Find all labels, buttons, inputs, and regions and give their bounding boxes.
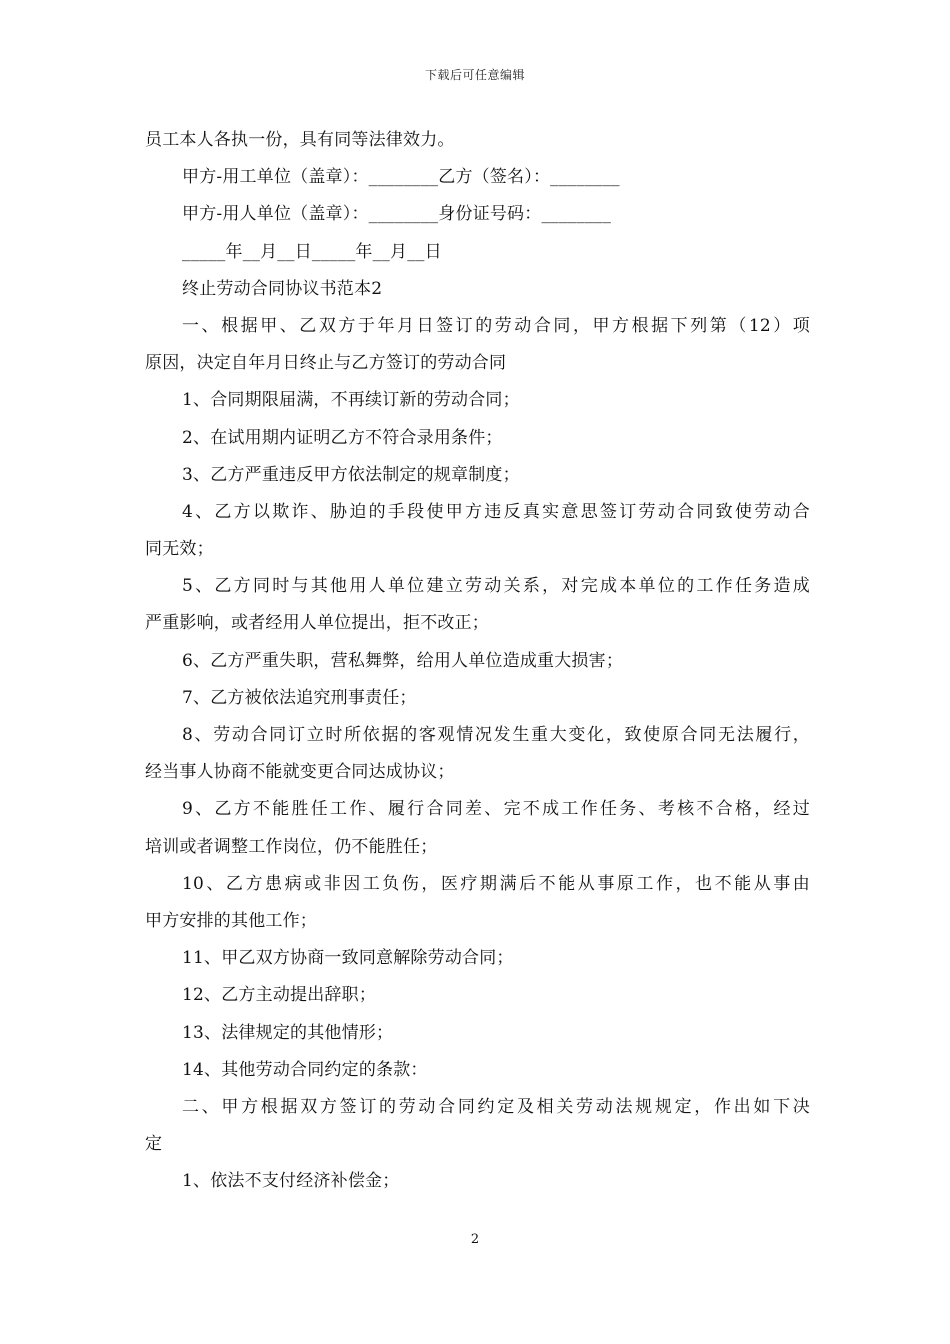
date-line: _____年__月__日_____年__月__日 [182, 241, 442, 262]
list-item: 5、乙方同时与其他用人单位建立劳动关系，对完成本单位的工作任务造成 [182, 576, 810, 597]
paragraph-line: 一、根据甲、乙双方于年月日签订的劳动合同，甲方根据下列第（12）项 [182, 315, 810, 336]
list-item-continuation: 甲方安排的其他工作； [145, 910, 317, 931]
list-item-continuation: 培训或者调整工作岗位，仍不能胜任； [145, 836, 438, 857]
list-item: 2、在试用期内证明乙方不符合录用条件； [182, 427, 503, 448]
paragraph-line: 二、甲方根据双方签订的劳动合同约定及相关劳动法规规定，作出如下决 [182, 1096, 810, 1117]
signature-line-employer-unit: 甲方-用工单位（盖章）：________乙方（签名）：________ [182, 167, 620, 188]
list-item: 14、其他劳动合同约定的条款： [182, 1059, 428, 1080]
list-item: 12、乙方主动提出辞职； [182, 985, 377, 1006]
list-item-continuation: 严重影响，或者经用人单位提出，拒不改正； [145, 613, 489, 634]
list-item: 9、乙方不能胜任工作、履行合同差、完不成工作任务、考核不合格，经过 [182, 799, 810, 820]
page-header-note: 下载后可任意编辑 [424, 68, 525, 82]
list-item: 8、劳动合同订立时所依据的客观情况发生重大变化，致使原合同无法履行， [182, 725, 810, 745]
list-item-continuation: 同无效； [145, 539, 214, 560]
list-item: 11、甲乙双方协商一致同意解除劳动合同； [182, 948, 514, 969]
list-item: 10、乙方患病或非因工负伤，医疗期满后不能从事原工作，也不能从事由 [182, 873, 810, 894]
list-item: 1、合同期限届满，不再续订新的劳动合同； [182, 390, 520, 411]
list-item-continuation: 经当事人协商不能就变更合同达成协议； [145, 762, 455, 783]
signature-line-employing-unit: 甲方-用人单位（盖章）：________身份证号码：________ [182, 204, 612, 225]
list-item: 4、乙方以欺诈、胁迫的手段使甲方违反真实意思签订劳动合同致使劳动合 [182, 501, 810, 522]
page-number: 2 [470, 1232, 480, 1247]
list-item: 1、依法不支付经济补偿金； [182, 1171, 400, 1192]
document-body [145, 122, 810, 1200]
paragraph-line: 定 [145, 1134, 163, 1155]
section-title: 终止劳动合同协议书范本2 [182, 278, 383, 299]
paragraph-line: 原因，决定自年月日终止与乙方签订的劳动合同 [145, 353, 507, 374]
paragraph-line: 员工本人各执一份，具有同等法律效力。 [145, 130, 455, 150]
list-item: 3、乙方严重违反甲方依法制定的规章制度； [182, 464, 520, 485]
list-item: 13、法律规定的其他情形； [182, 1022, 394, 1043]
list-item: 6、乙方严重失职，营私舞弊，给用人单位造成重大损害； [182, 650, 624, 671]
list-item: 7、乙方被依法追究刑事责任； [182, 687, 417, 708]
